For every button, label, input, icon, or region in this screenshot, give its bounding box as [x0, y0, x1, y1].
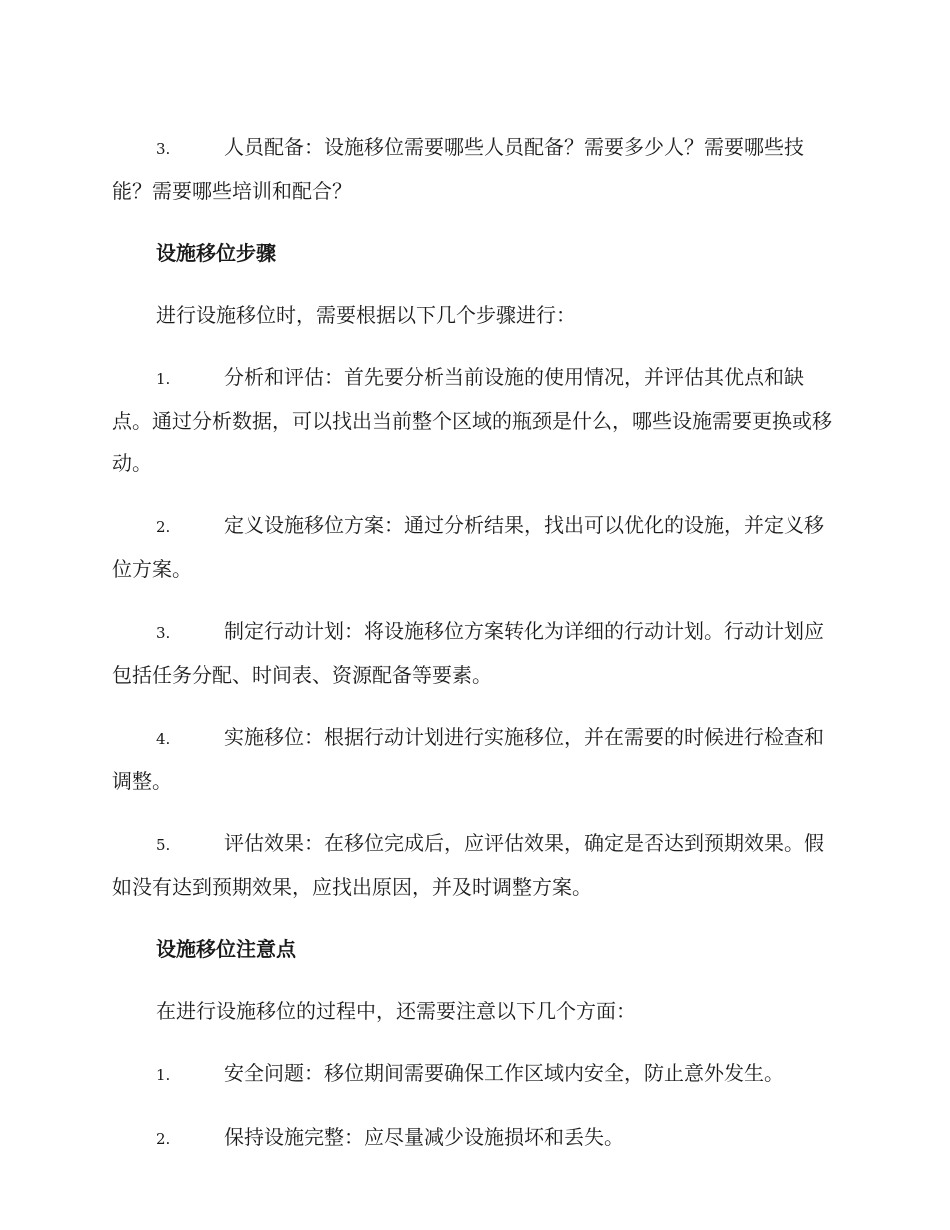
- list-item-number: 1.: [156, 370, 171, 388]
- section-intro-notes: 在进行设施移位的过程中，还需要注意以下几个方面：: [156, 999, 636, 1023]
- section-heading-steps: 设施移位步骤: [156, 241, 276, 265]
- list-item-text: 评估效果：在移位完成后，应评估效果，确定是否达到预期效果。假如没有达到预期效果，应找出原因，并及时调整方案。: [112, 831, 824, 899]
- list-item-text: 保持设施完整：应尽量减少设施损坏和丢失。: [224, 1125, 624, 1149]
- list-item-number: 2.: [156, 518, 171, 536]
- list-item-text: 人员配备：设施移位需要哪些人员配备？需要多少人？需要哪些技能？需要哪些培训和配合？: [112, 135, 804, 203]
- list-item-staffing: [112, 126, 834, 212]
- list-item-text: 安全问题：移位期间需要确保工作区域内安全，防止意外发生。: [224, 1061, 784, 1085]
- list-item-number: 2.: [156, 1130, 171, 1148]
- list-item-text: 分析和评估：首先要分析当前设施的使用情况，并评估其优点和缺点。通过分析数据，可以找出当前整个区域的瓶颈是什么，哪些设施需要更换或移动。: [112, 365, 832, 475]
- list-item-text: 实施移位：根据行动计划进行实施移位，并在需要的时候进行检查和调整。: [112, 725, 824, 793]
- document-body: [112, 106, 834, 1172]
- list-item: [112, 716, 834, 802]
- section-heading-notes: 设施移位注意点: [156, 937, 296, 961]
- list-item: [112, 1116, 834, 1160]
- list-item-text: 定义设施移位方案：通过分析结果，找出可以优化的设施，并定义移位方案。: [112, 513, 824, 581]
- list-item-number: 3.: [156, 140, 171, 158]
- section-intro-steps: 进行设施移位时，需要根据以下几个步骤进行：: [156, 303, 576, 327]
- list-item: [112, 504, 834, 590]
- list-item: [112, 356, 834, 484]
- list-item: [112, 1052, 834, 1096]
- list-item-text: 制定行动计划：将设施移位方案转化为详细的行动计划。行动计划应包括任务分配、时间表、资源配备等要素。: [112, 619, 824, 687]
- list-item-number: 3.: [156, 624, 171, 642]
- list-item-number: 5.: [156, 836, 171, 854]
- list-item: [112, 822, 834, 908]
- list-item-number: 1.: [156, 1066, 171, 1084]
- list-item-number: 4.: [156, 730, 171, 748]
- list-item: [112, 610, 834, 696]
